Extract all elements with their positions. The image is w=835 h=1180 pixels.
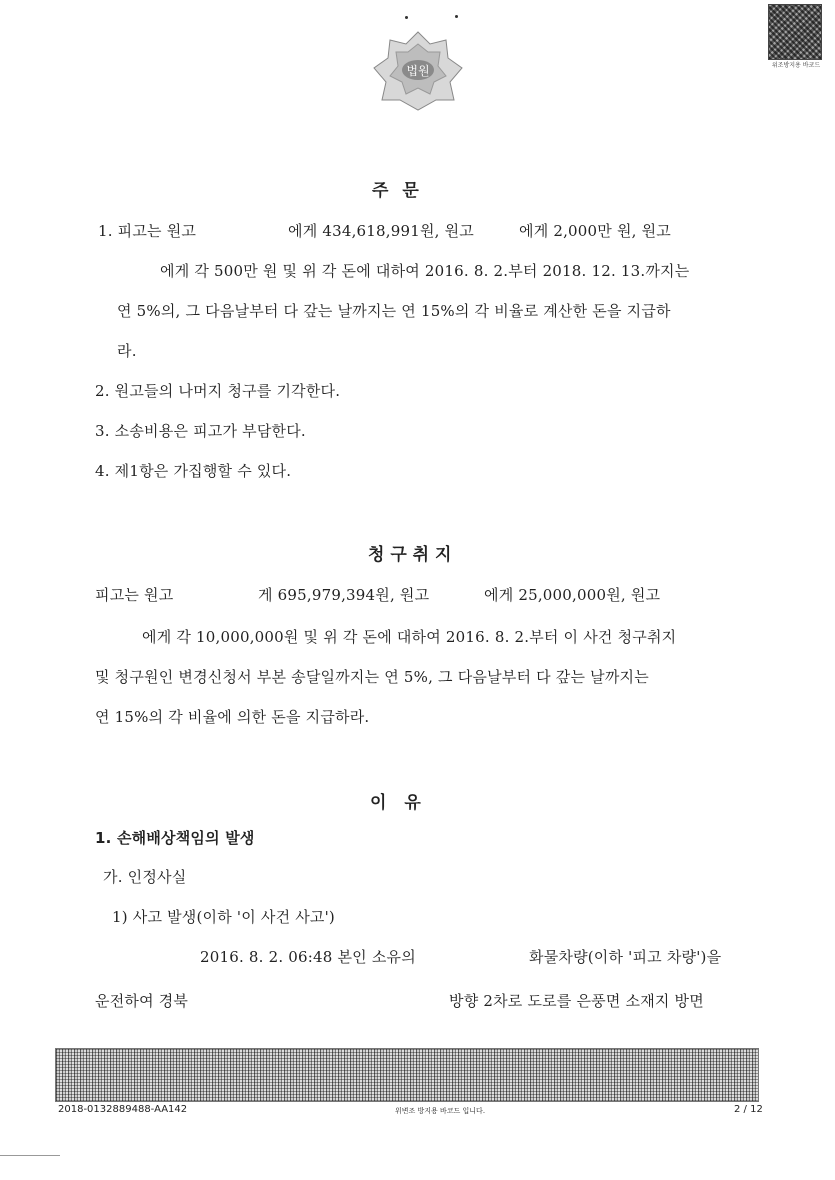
order-item-2: 2. 원고들의 나머지 청구를 기각한다. [95, 382, 341, 400]
document-id: 2018-0132889488-AA142 [58, 1104, 188, 1115]
scan-dot [405, 16, 408, 19]
claim-line-3: 및 청구원인 변경신청서 부본 송달일까지는 연 5%, 그 다음날부터 다 갚는 날까지는 [95, 668, 649, 686]
reason-subheading: 1. 손해배상책임의 발생 [95, 829, 255, 847]
court-seal-logo [372, 30, 464, 112]
reason-line-2b: 방향 2차로 도로를 은풍면 소재지 방면 [449, 992, 704, 1010]
order-line-1c: 에게 2,000만 원, 원고 [519, 222, 671, 240]
order-title: 주 문 [372, 181, 423, 201]
order-line-1a: 1. 피고는 원고 [98, 222, 197, 240]
barcode-note: 위변조 방지용 바코드 입니다. [395, 1107, 486, 1115]
order-item-3: 3. 소송비용은 피고가 부담한다. [95, 422, 306, 440]
seal-text: 법원 [406, 64, 430, 78]
order-line-1b: 에게 434,618,991원, 원고 [288, 222, 474, 240]
reason-sub-1: 1) 사고 발생(이하 '이 사건 사고') [112, 908, 335, 926]
order-line-4: 라. [117, 342, 137, 360]
order-item-4: 4. 제1항은 가집행할 수 있다. [95, 462, 292, 480]
scan-edge-mark [0, 1155, 60, 1156]
claim-line-1b: 게 695,979,394원, 원고 [258, 586, 430, 604]
order-line-3: 연 5%의, 그 다음날부터 다 갚는 날까지는 연 15%의 각 비율로 계산한 돈을 지급하 [117, 302, 671, 320]
reason-sub-a: 가. 인정사실 [103, 868, 187, 886]
scan-dot [455, 15, 458, 18]
reason-line-1b: 화물차량(이하 '피고 차량')을 [529, 948, 722, 966]
claim-line-4: 연 15%의 각 비율에 의한 돈을 지급하라. [95, 708, 370, 726]
order-line-2: 에게 각 500만 원 및 위 각 돈에 대하여 2016. 8. 2.부터 2018. 12. 13.까지는 [160, 262, 690, 280]
reason-line-2a: 운전하여 경북 [95, 992, 189, 1010]
claim-line-1c: 에게 25,000,000원, 원고 [484, 586, 661, 604]
page-number: 2 / 12 [734, 1104, 763, 1115]
qr-label: 위조방지용 바코드 [771, 62, 821, 69]
reason-title: 이 유 [370, 793, 427, 813]
claim-line-1a: 피고는 원고 [95, 586, 174, 604]
anti-forgery-barcode [55, 1048, 759, 1102]
reason-line-1a: 2016. 8. 2. 06:48 본인 소유의 [200, 948, 416, 966]
claim-line-2: 에게 각 10,000,000원 및 위 각 돈에 대하여 2016. 8. 2.부터 이 사건 청구취지 [142, 628, 677, 646]
claim-title: 청 구 취 지 [368, 545, 452, 565]
qr-code [768, 4, 822, 60]
